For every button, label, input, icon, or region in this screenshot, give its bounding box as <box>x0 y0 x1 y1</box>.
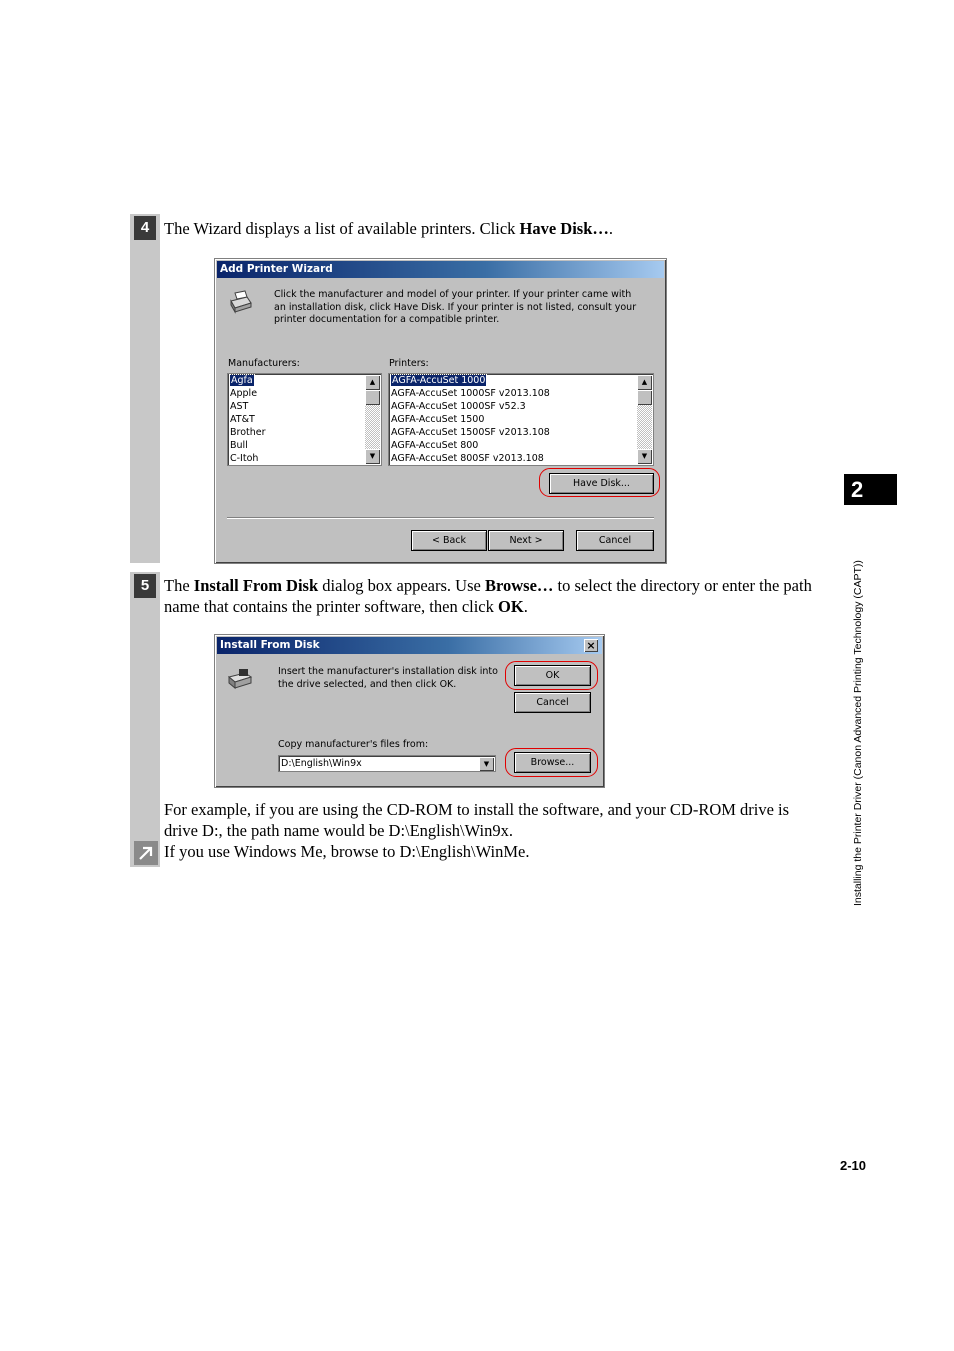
printer-list-item[interactable]: AGFA-AccuSet 1000SF v2013.108 <box>391 388 550 399</box>
printer-list-item[interactable]: AGFA-AccuSet 800SF v2013.108 <box>391 453 544 464</box>
add-printer-wizard-dialog <box>214 258 667 564</box>
printer-icon <box>227 289 253 315</box>
install-disk-message: Insert the manufacturer's installation disk into the drive selected, and then click OK. <box>278 666 498 690</box>
step5-bar <box>130 572 160 867</box>
wizard-intro-text: Click the manufacturer and model of your printer. If your printer came with an installation disk, click Have Disk. If your printer is not listed, consult your printer documentation for a compatible printer. <box>274 289 637 325</box>
step4-bar <box>130 214 160 563</box>
chapter-tab: 2 <box>844 474 897 505</box>
path-value: D:\English\Win9x <box>281 758 362 769</box>
winme-note: If you use Windows Me, browse to D:\English\WinMe. <box>164 842 530 861</box>
next-button[interactable]: Next > <box>488 530 564 551</box>
have-disk-button[interactable]: Have Disk... <box>549 473 654 494</box>
ok-button[interactable]: OK <box>514 665 591 686</box>
page-number: 2-10 <box>840 1158 867 1173</box>
scroll-up-icon[interactable]: ▲ <box>637 375 652 390</box>
scroll-thumb[interactable] <box>637 390 652 405</box>
chevron-down-icon[interactable]: ▼ <box>479 757 494 771</box>
scroll-down-icon[interactable]: ▼ <box>365 449 380 464</box>
chapter-title-vertical: Installing the Printer Driver (Canon Advanced Printing Technology (CAPT)) <box>852 560 864 906</box>
printer-list-item[interactable]: AGFA-AccuSet 1000SF v52.3 <box>391 401 526 412</box>
wizard-separator <box>227 517 654 519</box>
step4-number: 4 <box>134 216 156 240</box>
manufacturer-list-item[interactable]: AST <box>230 401 249 412</box>
browse-button[interactable]: Browse... <box>514 752 591 773</box>
manufacturer-list-item[interactable]: Agfa <box>231 375 253 386</box>
printer-list-item[interactable]: AGFA-AccuSet 1500SF v2013.108 <box>391 427 550 438</box>
printers-scrollbar[interactable] <box>637 375 652 464</box>
printer-list-item[interactable]: AGFA-AccuSet 800 <box>391 440 479 451</box>
install-cancel-button[interactable]: Cancel <box>514 692 591 713</box>
copy-from-label: Copy manufacturer's files from: <box>278 739 429 750</box>
manufacturer-list-item[interactable]: Bull <box>230 440 248 451</box>
printers-label: Printers: <box>389 358 429 369</box>
browse-highlight <box>505 748 598 777</box>
have-disk-ref: Have Disk… <box>519 219 609 238</box>
printer-list-item[interactable]: AGFA-AccuSet 1000 <box>392 375 486 386</box>
arrow-note-icon <box>134 841 158 865</box>
scroll-up-icon[interactable]: ▲ <box>365 375 380 390</box>
wizard-titlebar: Add Printer Wizard <box>217 261 664 278</box>
path-combobox[interactable] <box>278 755 496 772</box>
install-disk-titlebar: Install From Disk <box>217 637 602 654</box>
disk-drive-icon <box>227 667 253 691</box>
manufacturer-list-item[interactable]: Apple <box>230 388 258 399</box>
step5-number: 5 <box>134 574 156 598</box>
step5-text: The Install From Disk dialog box appears. Use Browse… to select the directory or enter the path name that contains the printer software, then click OK. <box>164 576 812 616</box>
install-from-disk-dialog <box>214 634 605 788</box>
have-disk-highlight <box>539 468 660 497</box>
manufacturers-scrollbar[interactable] <box>365 375 380 464</box>
scroll-thumb[interactable] <box>365 390 380 405</box>
manufacturers-list[interactable] <box>227 373 382 466</box>
printers-list[interactable] <box>388 373 654 466</box>
step4-text: The Wizard displays a list of available printers. Click Have Disk…. <box>164 219 614 238</box>
close-icon[interactable]: × <box>584 639 598 652</box>
manufacturers-label: Manufacturers: <box>228 358 300 369</box>
scroll-down-icon[interactable]: ▼ <box>637 449 652 464</box>
example-text: For example, if you are using the CD-ROM to install the software, and your CD-ROM drive is drive D:, the path name would be D:\English\Win9x. <box>164 800 790 840</box>
ok-highlight <box>505 661 598 690</box>
printer-list-item[interactable]: AGFA-AccuSet 1500 <box>391 414 485 425</box>
manufacturer-list-item[interactable]: C-Itoh <box>230 453 259 464</box>
cancel-button[interactable]: Cancel <box>576 530 654 551</box>
back-button[interactable]: < Back <box>411 530 487 551</box>
manufacturer-list-item[interactable]: AT&T <box>230 414 255 425</box>
manufacturer-list-item[interactable]: Brother <box>230 427 266 438</box>
